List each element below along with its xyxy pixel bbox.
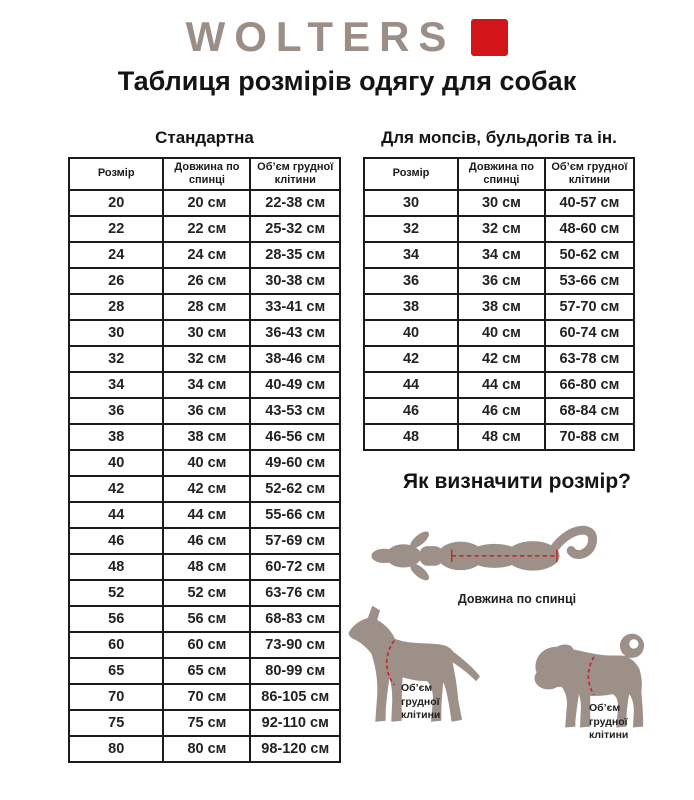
table-cell: 63-78 см (545, 346, 634, 372)
table-cell: 30 см (163, 320, 250, 346)
table-header-row (69, 158, 340, 190)
table-cell: 32 (364, 216, 458, 242)
table-cell: 40 (364, 320, 458, 346)
table-cell: 75 см (163, 710, 250, 736)
table-cell: 40 (69, 450, 163, 476)
table-cell: 68-84 см (545, 398, 634, 424)
table-cell: 42 см (458, 346, 545, 372)
table-row (364, 424, 634, 450)
column-header: Розмір (69, 158, 163, 190)
dog-topview-silhouette-illustration (368, 514, 612, 596)
table-cell: 40 см (458, 320, 545, 346)
table-cell: 56 (69, 606, 163, 632)
table-cell: 53-66 см (545, 268, 634, 294)
table-row (69, 398, 340, 424)
table-cell: 36 см (458, 268, 545, 294)
table-cell: 44 см (163, 502, 250, 528)
table-cell: 40 см (163, 450, 250, 476)
column-header: Об’єм грудної клітини (545, 158, 634, 190)
table-cell: 92-110 см (250, 710, 340, 736)
table-cell: 48 (69, 554, 163, 580)
table-row (69, 710, 340, 736)
page-title: Таблиця розмірів одягу для собак (117, 66, 577, 96)
table-cell: 48 см (163, 554, 250, 580)
table-cell: 22-38 см (250, 190, 340, 216)
table-row (69, 580, 340, 606)
table-row (364, 242, 634, 268)
table-cell: 68-83 см (250, 606, 340, 632)
table-cell: 80 (69, 736, 163, 762)
table-cell: 75 (69, 710, 163, 736)
table-cell: 48 см (458, 424, 545, 450)
table-cell: 20 (69, 190, 163, 216)
table-row (364, 190, 634, 216)
table-cell: 44 (69, 502, 163, 528)
table-cell: 26 (69, 268, 163, 294)
table-cell: 86-105 см (250, 684, 340, 710)
table-cell: 38 см (163, 424, 250, 450)
table-cell: 20 см (163, 190, 250, 216)
table-row (69, 268, 340, 294)
brand-logo: WOLTERS (185, 13, 456, 60)
table-cell: 28 см (163, 294, 250, 320)
table-cell: 60-74 см (545, 320, 634, 346)
table-cell: 44 (364, 372, 458, 398)
table-cell: 70 (69, 684, 163, 710)
table-cell: 25-32 см (250, 216, 340, 242)
table-cell: 40-57 см (545, 190, 634, 216)
table-cell: 48 (364, 424, 458, 450)
table-cell: 38 (364, 294, 458, 320)
table-cell: 36 см (163, 398, 250, 424)
table-row (69, 216, 340, 242)
table-cell: 52 (69, 580, 163, 606)
table-cell: 50-62 см (545, 242, 634, 268)
table-row (69, 632, 340, 658)
table-cell: 40-49 см (250, 372, 340, 398)
table-row (69, 658, 340, 684)
chest-volume-label: Об’єм грудної клітини (589, 702, 629, 742)
column-header: Довжина по спинці (458, 158, 545, 190)
table-cell: 80-99 см (250, 658, 340, 684)
table-row (69, 554, 340, 580)
table-cell: 57-70 см (545, 294, 634, 320)
table-cell: 42 см (163, 476, 250, 502)
chest-volume-label: Об’єм грудної клітини (401, 682, 441, 722)
table-row (364, 346, 634, 372)
table-cell: 46-56 см (250, 424, 340, 450)
table-cell: 46 (364, 398, 458, 424)
table-cell: 24 см (163, 242, 250, 268)
how-to-title: Як визначити розмір? (403, 470, 631, 493)
table-cell: 22 см (163, 216, 250, 242)
table-cell: 46 см (458, 398, 545, 424)
table-cell: 42 (364, 346, 458, 372)
table-cell: 34 (364, 242, 458, 268)
table-row (69, 528, 340, 554)
table-cell: 57-69 см (250, 528, 340, 554)
table-cell: 30 (364, 190, 458, 216)
back-length-label: Довжина по спинці (457, 592, 577, 606)
table-cell: 46 см (163, 528, 250, 554)
table-row (69, 294, 340, 320)
table-cell: 65 (69, 658, 163, 684)
table-row (69, 736, 340, 762)
table-cell: 56 см (163, 606, 250, 632)
table-cell: 34 (69, 372, 163, 398)
table-cell: 38-46 см (250, 346, 340, 372)
table-cell: 36-43 см (250, 320, 340, 346)
table-row (69, 424, 340, 450)
table-cell: 34 см (163, 372, 250, 398)
pug-table-title: Для мопсів, бульдогів та ін. (381, 128, 617, 147)
table-row (69, 450, 340, 476)
table-cell: 60 (69, 632, 163, 658)
brand-header (0, 13, 694, 60)
table-row (69, 502, 340, 528)
brand-logo-square-icon (471, 19, 508, 56)
table-row (69, 242, 340, 268)
table-cell: 30 (69, 320, 163, 346)
table-cell: 49-60 см (250, 450, 340, 476)
table-cell: 38 см (458, 294, 545, 320)
table-row (364, 320, 634, 346)
table-cell: 26 см (163, 268, 250, 294)
table-cell: 32 (69, 346, 163, 372)
standard-size-section (68, 128, 341, 763)
table-row (69, 684, 340, 710)
pug-size-table (363, 157, 635, 451)
table-row (69, 190, 340, 216)
table-cell: 36 (69, 398, 163, 424)
how-to-measure-section (340, 470, 694, 800)
column-header: Об’єм грудної клітини (250, 158, 340, 190)
table-cell: 38 (69, 424, 163, 450)
table-cell: 98-120 см (250, 736, 340, 762)
column-header: Довжина по спинці (163, 158, 250, 190)
table-cell: 44 см (458, 372, 545, 398)
table-cell: 70-88 см (545, 424, 634, 450)
table-cell: 80 см (163, 736, 250, 762)
table-cell: 66-80 см (545, 372, 634, 398)
table-row (69, 476, 340, 502)
table-cell: 48-60 см (545, 216, 634, 242)
table-cell: 36 (364, 268, 458, 294)
table-row (69, 606, 340, 632)
table-header-row (364, 158, 634, 190)
table-cell: 30 см (458, 190, 545, 216)
table-cell: 30-38 см (250, 268, 340, 294)
pug-size-section (363, 128, 635, 451)
dog-tail (553, 530, 592, 554)
table-row (364, 398, 634, 424)
table-cell: 63-76 см (250, 580, 340, 606)
table-row (69, 346, 340, 372)
table-row (69, 320, 340, 346)
table-cell: 73-90 см (250, 632, 340, 658)
standard-size-table (68, 157, 341, 763)
table-row (364, 372, 634, 398)
table-cell: 33-41 см (250, 294, 340, 320)
standard-table-title: Стандартна (155, 128, 254, 147)
table-cell: 60 см (163, 632, 250, 658)
table-cell: 42 (69, 476, 163, 502)
table-cell: 22 (69, 216, 163, 242)
table-cell: 32 см (163, 346, 250, 372)
table-row (69, 372, 340, 398)
table-cell: 52 см (163, 580, 250, 606)
table-row (364, 294, 634, 320)
column-header: Розмір (364, 158, 458, 190)
table-cell: 24 (69, 242, 163, 268)
table-cell: 52-62 см (250, 476, 340, 502)
table-cell: 43-53 см (250, 398, 340, 424)
table-cell: 32 см (458, 216, 545, 242)
table-cell: 28 (69, 294, 163, 320)
table-cell: 34 см (458, 242, 545, 268)
table-cell: 60-72 см (250, 554, 340, 580)
table-row (364, 216, 634, 242)
table-row (364, 268, 634, 294)
table-cell: 70 см (163, 684, 250, 710)
table-cell: 55-66 см (250, 502, 340, 528)
table-cell: 46 (69, 528, 163, 554)
table-cell: 28-35 см (250, 242, 340, 268)
table-cell: 65 см (163, 658, 250, 684)
